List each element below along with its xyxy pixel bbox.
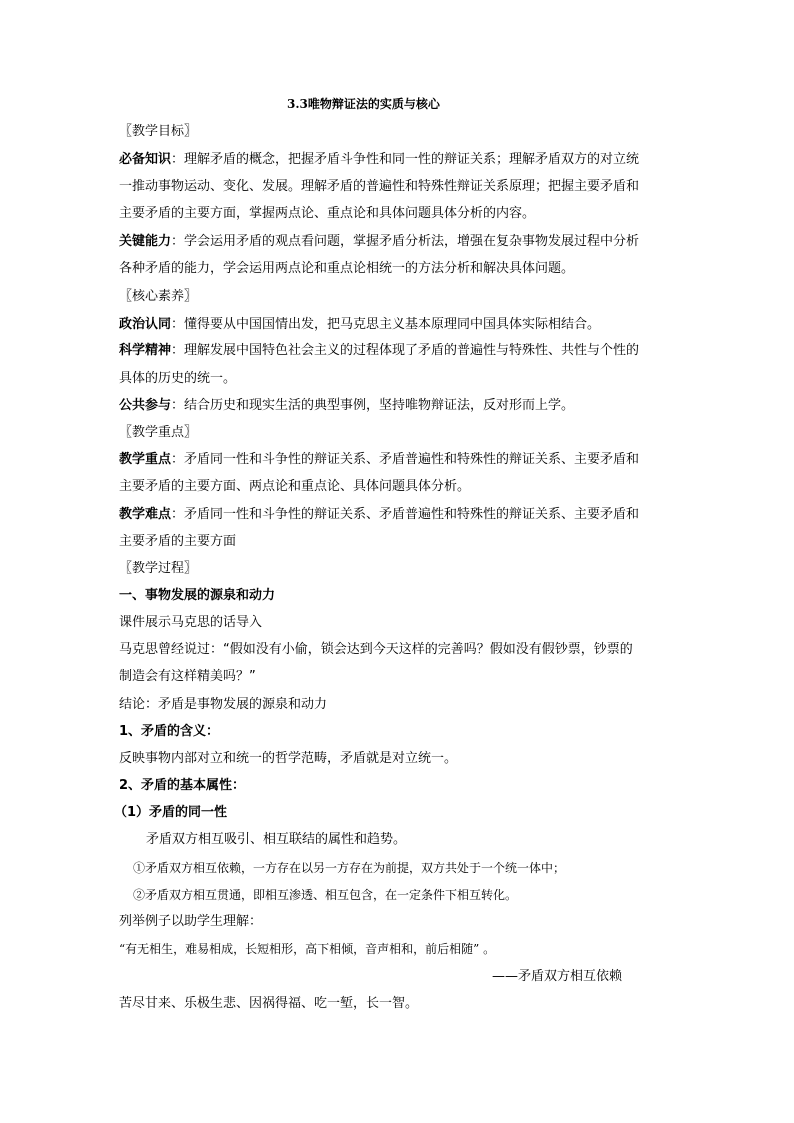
heading-teaching-keypoints: 〖教学重点〗	[119, 425, 198, 440]
focus-line-1	[119, 451, 639, 469]
idioms-line: 苦尽甘来、乐极生悲、因祸得福、吃一堑，长一智。	[119, 996, 419, 1011]
conclusion-line: 结论：矛盾是事物发展的源泉和动力	[119, 697, 328, 712]
section-heading-1-text: 一、事物发展的源泉和动力	[119, 588, 276, 603]
quote-line-1: 马克思曾经说过：“假如没有小偷，锁会达到今天这样的完善吗？假如没有假钞票，钞票的	[119, 642, 633, 657]
science-line-1	[119, 342, 639, 360]
item-2-heading-text: 2、矛盾的基本属性：	[119, 778, 246, 793]
quote-line-2: 制造会有这样精美吗？”	[119, 669, 256, 684]
difficulty-label: 教学难点	[119, 507, 172, 522]
heading-teaching-goals: 〖教学目标〗	[119, 124, 198, 139]
item-2-heading	[119, 777, 245, 795]
identity-point-1: ①矛盾双方相互依赖，一方存在以另一方存在为前提，双方共处于一个统一体中；	[133, 861, 566, 875]
knowledge-line-3: 主要矛盾的主要方面，掌握两点论、重点论和具体问题具体分析的内容。	[119, 206, 536, 221]
knowledge-text: ：理解矛盾的概念，把握矛盾斗争性和同一性的辩证关系；理解矛盾双方的对立统	[171, 152, 640, 167]
focus-line-2: 主要矛盾的主要方面、两点论和重点论、具体问题具体分析。	[119, 479, 471, 494]
ability-line-1	[119, 233, 639, 251]
public-label: 公共参与	[119, 398, 172, 413]
proverb-note: ——矛盾双方相互依赖	[492, 969, 623, 984]
identity-point-2: ②矛盾双方相互贯通，即相互渗透、相互包含，在一定条件下相互转化。	[133, 888, 518, 902]
proverb-line: “有无相生，难易相成，长短相形，高下相倾，音声相和，前后相随” 。	[119, 942, 496, 956]
heading-core-literacy: 〖核心素养〗	[119, 289, 198, 304]
item-2-subheading-text: （1）矛盾的同一性	[114, 805, 228, 820]
knowledge-line-2: 一推动事物运动、变化、发展。理解矛盾的普遍性和特殊性辩证关系原理；把握主要矛盾和	[119, 179, 640, 194]
heading-teaching-process: 〖教学过程〗	[119, 561, 198, 576]
ability-label: 关键能力	[119, 234, 172, 249]
public-line	[119, 397, 574, 415]
difficulty-line-1	[119, 506, 639, 524]
identity-definition: 矛盾双方相互吸引、相互联结的属性和趋势。	[146, 832, 407, 847]
intro-line: 课件展示马克思的话导入	[119, 615, 263, 630]
item-2-subheading	[114, 804, 227, 822]
science-line-2: 具体的历史的统一。	[119, 371, 237, 386]
examples-intro: 列举例子以助学生理解：	[119, 914, 263, 929]
section-heading-1	[119, 587, 275, 605]
item-1-text: 反映事物内部对立和统一的哲学范畴，矛盾就是对立统一。	[119, 751, 458, 766]
item-1-heading	[119, 723, 219, 741]
item-1-heading-text: 1、矛盾的含义：	[119, 724, 220, 739]
political-text: ：懂得要从中国国情出发，把马克思主义基本原理同中国具体实际相结合。	[171, 317, 601, 332]
political-line	[119, 316, 600, 334]
science-text: ：理解发展中国特色社会主义的过程体现了矛盾的普遍性与特殊性、共性与个性的	[171, 343, 640, 358]
political-label: 政治认同	[119, 317, 172, 332]
knowledge-label: 必备知识	[119, 152, 172, 167]
focus-label: 教学重点	[119, 452, 172, 467]
ability-text: ：学会运用矛盾的观点看问题，掌握矛盾分析法，增强在复杂事物发展过程中分析	[171, 234, 640, 249]
document-title: 3.3唯物辩证法的实质与核心	[287, 97, 440, 111]
difficulty-text: ：矛盾同一性和斗争性的辩证关系、矛盾普遍性和特殊性的辩证关系、主要矛盾和	[171, 507, 640, 522]
difficulty-line-2: 主要矛盾的主要方面	[119, 534, 237, 549]
ability-line-2: 各种矛盾的能力，学会运用两点论和重点论相统一的方法分析和解决具体问题。	[119, 261, 575, 276]
focus-text: ：矛盾同一性和斗争性的辩证关系、矛盾普遍性和特殊性的辩证关系、主要矛盾和	[171, 452, 640, 467]
public-text: ：结合历史和现实生活的典型事例，坚持唯物辩证法，反对形而上学。	[171, 398, 575, 413]
science-label: 科学精神	[119, 343, 172, 358]
knowledge-line-1	[119, 151, 639, 169]
